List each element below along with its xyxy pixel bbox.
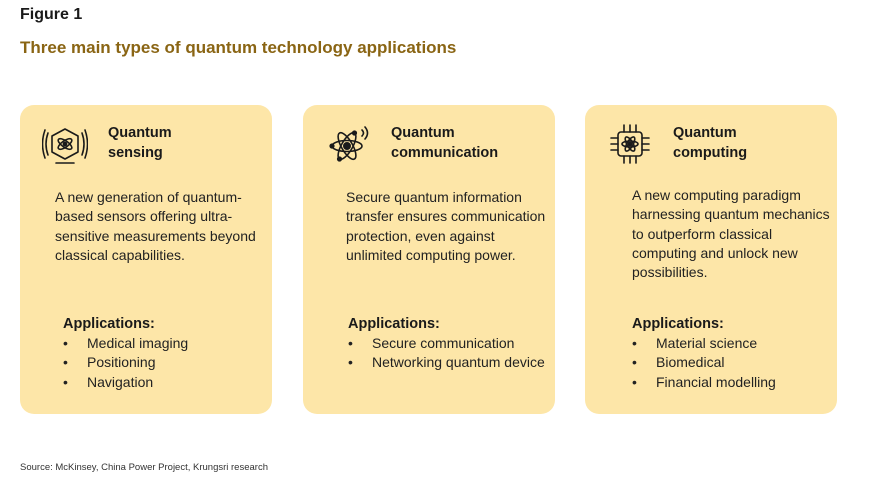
applications-list [348, 315, 553, 373]
card-quantum-computing [585, 105, 837, 414]
figure-title: Three main types of quantum technology applications [20, 38, 457, 57]
card-quantum-sensing [20, 105, 272, 414]
card-title: Quantum computing [673, 125, 748, 161]
figure-label: Figure 1 [20, 6, 83, 23]
list-item: • Financial modelling [632, 373, 776, 390]
list-item: • Networking quantum device [348, 354, 545, 371]
atom-signal-icon [325, 121, 371, 167]
card-description: Secure quantum information transfer ensures communication protection, even against unlimited computing power. [346, 189, 546, 263]
list-item: • Biomedical [632, 354, 725, 371]
card-title: Quantum communication [391, 125, 499, 161]
card-title: Quantum sensing [108, 125, 172, 161]
card-description: A new generation of quantum-based sensors offering ultra-sensitive measurements beyond classical capabilities. [55, 189, 256, 263]
applications-list [632, 315, 837, 392]
applications-heading: Applications: [63, 316, 155, 332]
quantum-chip-icon [607, 121, 653, 167]
list-item: • Positioning [63, 354, 156, 371]
applications-list [63, 315, 268, 392]
list-item: • Material science [632, 335, 758, 351]
applications-heading: Applications: [632, 316, 724, 332]
list-item: • Medical imaging [63, 335, 189, 351]
quantum-sensor-icon [42, 121, 88, 167]
card-description: A new computing paradigm harnessing quantum mechanics to outperform classical computing and unlock new possibilities. [632, 187, 830, 281]
list-item: • Secure communication [348, 335, 515, 351]
list-item: • Navigation [63, 373, 154, 390]
card-quantum-communication [303, 105, 555, 414]
applications-heading: Applications: [348, 316, 440, 332]
source-note: Source: McKinsey, China Power Project, Krungsri research [20, 462, 268, 473]
